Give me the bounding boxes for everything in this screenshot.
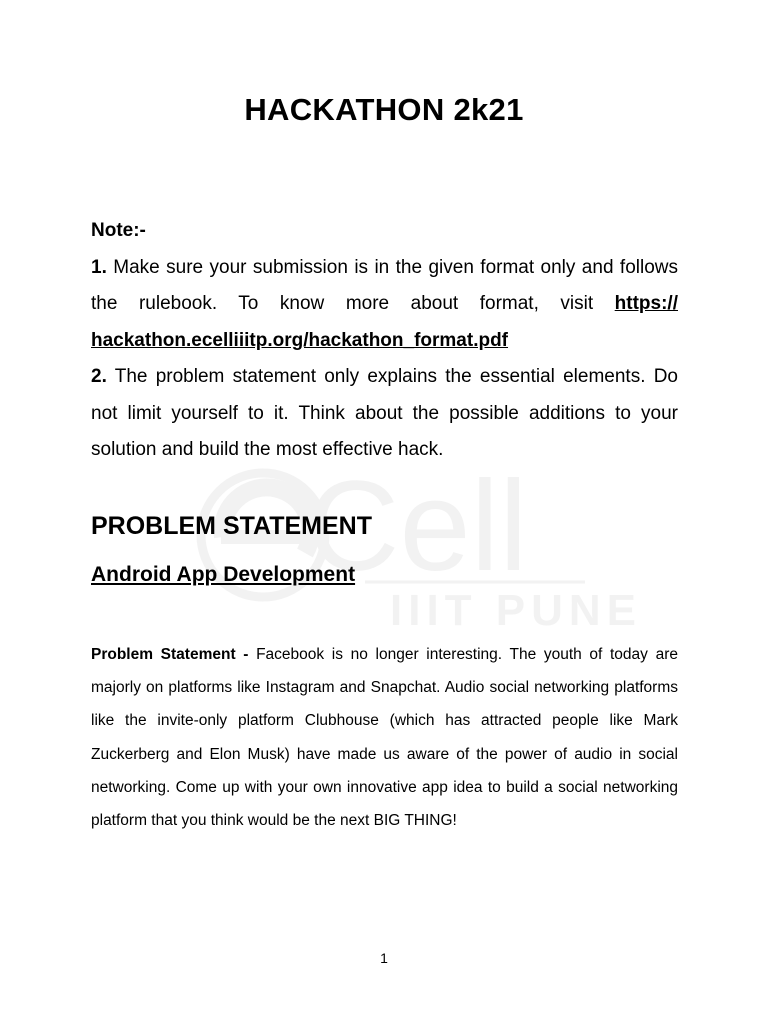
notes-section <box>91 213 678 469</box>
section-heading: PROBLEM STATEMENT <box>91 512 373 540</box>
note-item-1 <box>91 250 678 360</box>
note-item-2 <box>91 359 678 469</box>
note-text: The problem statement only explains the essential elements. Do not limit yourself to it. Think about the possible additions to your solution and build the most effective hack. <box>91 366 678 460</box>
problem-text: Facebook is no longer interesting. The youth of today are majorly on platforms like Instagram and Snapchat. Audio social networking platforms like the invite-only platform Clubhouse (which has attracted people like Mark Zuckerberg and Elon Musk) have made us aware of the power of audio in social networking. Come up with your own innovative app idea to build a social networking platform that you think would be the next BIG THING! <box>91 646 678 830</box>
note-number: 2. <box>91 366 107 387</box>
format-link[interactable]: https:// hackathon.ecelliiitp.org/hackathon_format.pdf <box>91 293 678 351</box>
note-text: Make sure your submission is in the given format only and follows the rulebook. To know more about format, visit <box>91 256 678 314</box>
svg-text:IIIT PUNE: IIIT PUNE <box>390 586 643 635</box>
svg-text:Cell: Cell <box>307 455 528 598</box>
page-number: 1 <box>380 950 388 966</box>
problem-statement <box>91 638 678 837</box>
problem-label: Problem Statement - <box>91 646 249 663</box>
note-number: 1. <box>91 256 107 278</box>
section-subheading: Android App Development <box>91 563 356 586</box>
page-title: HACKATHON 2k21 <box>244 92 524 127</box>
note-heading: Note:- <box>91 220 146 241</box>
